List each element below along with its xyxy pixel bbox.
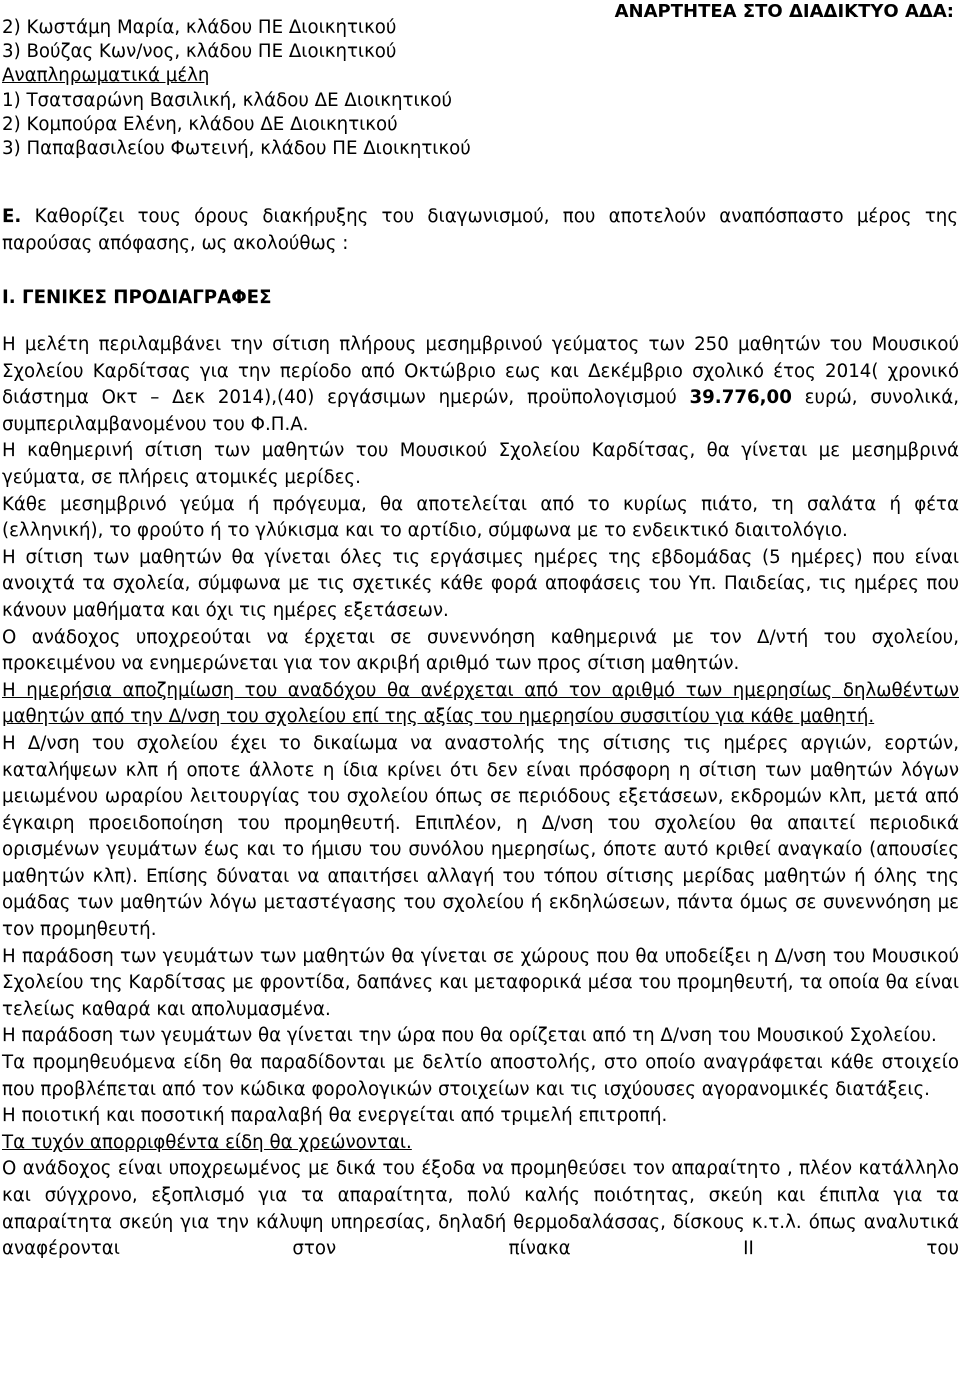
paragraph-suspension: Η Δ/νση του σχολείου έχει το δικαίωμα να αναστολής της σίτισης τις ημέρες αργιών, εορτών, καταλήψεων κλπ ή οποτε άλλοτε η ίδια κρίνει ότι δεν είναι πρόσφορη η σίτιση των μαθητών λόγων μειωμένου ωραρίου λειτουργίας του σχολείου όπως σε περιόδους εξετάσεων, εκδρομών κλπ, μετά από έγκαιρη προειδοποίηση του προμηθευτή. Επιπλέον, η Δ/νση του σχολείου θα απαιτεί περιοδικά ορισμένων γευμάτων έως και το ήμισυ του συνόλου ημερησίως, όποτε αυτό κριθεί αναγκαίο (απουσίες μαθητών κλπ). Επίσης δύναται να απαιτήσει αλλαγή του τόπου σίτισης μερίδας μαθητών ή όλης της ομάδας των μαθητών λόγω μεταστέγασης του σχολείου ή εκδηλώσεων, πάντα όμως σε συνεννόηση με τον προμηθευτή.	[2, 732, 959, 941]
section-title: Ι. ΓΕΝΙΚΕΣ ΠΡΟΔΙΑΓΡΑΦΕΣ	[2, 287, 272, 308]
paragraph-compensation: Η ημερήσια αποζημίωση του αναδόχου θα ανέρχεται από τον αριθμό των ημερησίως δηλωθέντων μαθητών από την Δ/νση του σχολείου επί της αξίας του ημερησίου συσσιτίου για κάθε μαθητή.	[2, 679, 959, 728]
paragraph-rejected-items	[2, 1130, 959, 1157]
section-e-text: Καθορίζει τους όρους διακήρυξης του διαγωνισμού, που αποτελούν αναπόσπαστο μέρος της παρούσας απόφασης, ως ακολούθως :	[2, 206, 958, 254]
paragraph-delivery-time: Η παράδοση των γευμάτων θα γίνεται την ώρα που θα ορίζεται από τη Δ/νση του Μουσικού Σχολείου.	[2, 1025, 937, 1047]
member-item: 3) Βούζας Κων/νος, κλάδου ΠΕ Διοικητικού	[2, 41, 397, 63]
budget-amount: 39.776,00	[689, 387, 792, 409]
paragraph-equipment: Ο ανάδοχος είναι υποχρεωμένος με δικά του έξοδα να προμηθεύσει τον απαραίτητο , πλέον κατάλληλο και σύγχρονο, εξοπλισμό για τα απαραίτητα, πολύ καλής ποιότητας, σκεύη και έπιπλα για τα απαραίτητα σκεύη για την κάλυψη υπηρεσίας, δηλαδή θερμοδαλάσσας, δίσκους κ.τ.λ. όπως αναλυτικά αναφέρονται στον πίνακα ΙΙ του	[2, 1158, 959, 1260]
paragraph-meal-content: Κάθε μεσημβρινό γεύμα ή πρόγευμα, θα αποτελείται από το κυρίως πιάτο, τη σαλάτα ή φέτα (ελληνική), το φρούτο ή το γλύκισμα και το αρτίδιο, σύμφωνα με το ενδεικτικό διαιτολόγιο.	[2, 493, 959, 542]
rejected-items-text: Τα τυχόν απορριφθέντα είδη θα χρεώνονται.	[2, 1131, 412, 1153]
paragraph-delivery: Η παράδοση των γευμάτων των μαθητών θα γίνεται σε χώρους που θα υποδείξει η Δ/νση του Μουσικού Σχολείου της Καρδίτσας με φροντίδα, δαπάνες και μεταφορικά μέσα του προμηθευτή, τα οποία θα είναι τελείως καθαρά και απολυμασμένα.	[2, 945, 959, 1020]
alternate-item: 2) Κομπούρα Ελένη, κλάδου ΔΕ Διοικητικού	[2, 113, 398, 135]
member-item: 2) Κωστάμη Μαρία, κλάδου ΠΕ Διοικητικού	[2, 17, 397, 38]
alternate-item: 1) Τσατσαρώνη Βασιλική, κλάδου ΔΕ Διοικητικού	[2, 89, 452, 111]
paragraph-coordination: Ο ανάδοχος υποχρεούται να έρχεται σε συνεννόηση καθημερινά με τον Δ/ντή του σχολείου, προκειμένου να ενημερώνεται για τον ακριβή αριθμό των προς σίτιση μαθητών.	[2, 626, 959, 675]
section-e-paragraph	[2, 203, 958, 257]
paragraph-daily-meals: Η καθημερινή σίτιση των μαθητών του Μουσικού Σχολείου Καρδίτσας, θα γίνεται με μεσημβρινά γεύματα, σε πλήρεις ατομικές μερίδες.	[2, 440, 959, 488]
paragraph-dispatch-note: Τα προμηθευόμενα είδη θα παραδίδονται με δελτίο αποστολής, στο οποίο αναγράφεται κάθε στοιχείο που προβλέπεται από τον κώδικα φορολογικών στοιχείων και τις ισχύουσες αγορανομικές διατάξεις.	[2, 1052, 959, 1100]
alternate-item: 3) Παπαβασιλείου Φωτεινή, κλάδου ΠΕ Διοικητικού	[2, 138, 471, 160]
alternates-heading: Αναπληρωματικά μέλη	[2, 65, 210, 87]
posting-note: ΑΝΑΡΤΗΤΕΑ ΣΤΟ ΔΙΑΔΙΚΤΥΟ ΑΔΑ:	[614, 1, 954, 22]
paragraph-scope	[2, 332, 959, 438]
paragraph-scope-tail: ευρώ, συνολικά, συμπεριλαμβανομένου του Φ.Π.Α.	[2, 387, 959, 435]
paragraph-scope-text: Η μελέτη περιλαμβάνει την σίτιση πλήρους μεσημβρινού γεύματος των 250 μαθητών του Μουσικού Σχολείου Καρδίτσας για την περίοδο από Οκτώβριο εως και Δεκέμβριο σχολικό έτος 2014( χρονικό διάστημα Οκτ – Δεκ 2014),(40) εργάσιμων ημερών, προϋπολογισμού	[2, 334, 959, 409]
section-e-letter: Ε.	[2, 206, 22, 227]
committee-members	[2, 16, 602, 161]
document-body	[2, 332, 959, 1263]
paragraph-schedule: Η σίτιση των μαθητών θα γίνεται όλες τις εργάσιμες ημέρες της εβδομάδας (5 ημέρες) που είναι ανοιχτά τα σχολεία, σύμφωνα με τις σχετικές κάθε φορά αποφάσεις του Υπ. Παιδείας, τις ημέρες που κάνουν μαθήματα και όχι τις ημέρες εξετάσεων.	[2, 546, 959, 621]
paragraph-acceptance: Η ποιοτική και ποσοτική παραλαβή θα ενεργείται από τριμελή επιτροπή.	[2, 1105, 668, 1127]
